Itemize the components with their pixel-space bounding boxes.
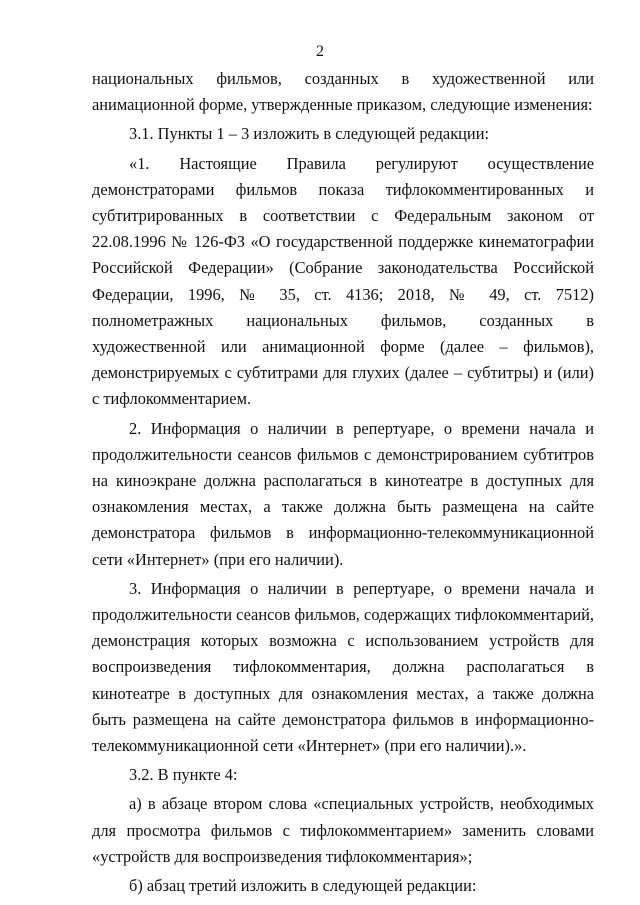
- paragraph-rule-1: «1. Настоящие Правила регулируют осуществление демонстраторами фильмов показа тифлокомментированных и субтитрированных в соответствии с Федеральным законом от 22.08.1996 № 126-ФЗ «О государственной поддержке кинематографии Российской Федерации» (Собрание законодательства Российской Федерации, 1996, № 35, ст. 4136; 2018, № 49, ст. 7512) полнометражных национальных фильмов, созданных в художественной или анимационной форме (далее – фильмов), демонстрируемых с субтитрами для глухих (далее – субтитры) и (или) с тифлокомментарием.: [92, 153, 594, 409]
- paragraph-item-3-2: 3.2. В пункте 4:: [129, 765, 238, 785]
- page-number: 2: [316, 43, 324, 60]
- paragraph-rule-2: 2. Информация о наличии в репертуаре, о времени начала и продолжительности сеансов фильмов с демонстрированием субтитров на киноэкране должна располагаться в кинотеатре в доступных для ознакомления местах, а также должна быть размещена на сайте демонстратора фильмов в информационно-телекоммуникационной сети «Интернет» (при его наличии).: [92, 418, 594, 569]
- paragraph-item-3-1: 3.1. Пункты 1 – 3 изложить в следующей редакции:: [129, 124, 490, 144]
- paragraph-subitem-b: б) абзац третий изложить в следующей редакции:: [129, 876, 477, 896]
- paragraph-subitem-a: а) в абзаце втором слова «специальных устройств, необходимых для просмотра фильмов с тифлокомментарием» заменить словами «устройств для воспроизведения тифлокомментария»;: [92, 794, 594, 866]
- paragraph-rule-3: 3. Информация о наличии в репертуаре, о времени начала и продолжительности сеансов фильмов, содержащих тифлокомментарий, демонстрация которых возможна с использованием устройств для воспроизведения тифлокомментария, должна располагаться в кинотеатре в доступных для ознакомления местах, а также должна быть размещена на сайте демонстратора фильмов в информационно-телекоммуникационной сети «Интернет» (при его наличии).».: [92, 578, 594, 756]
- document-body: [92, 66, 594, 899]
- paragraph-intro: национальных фильмов, созданных в художественной или анимационной форме, утвержденные приказом, следующие изменения:: [92, 69, 594, 115]
